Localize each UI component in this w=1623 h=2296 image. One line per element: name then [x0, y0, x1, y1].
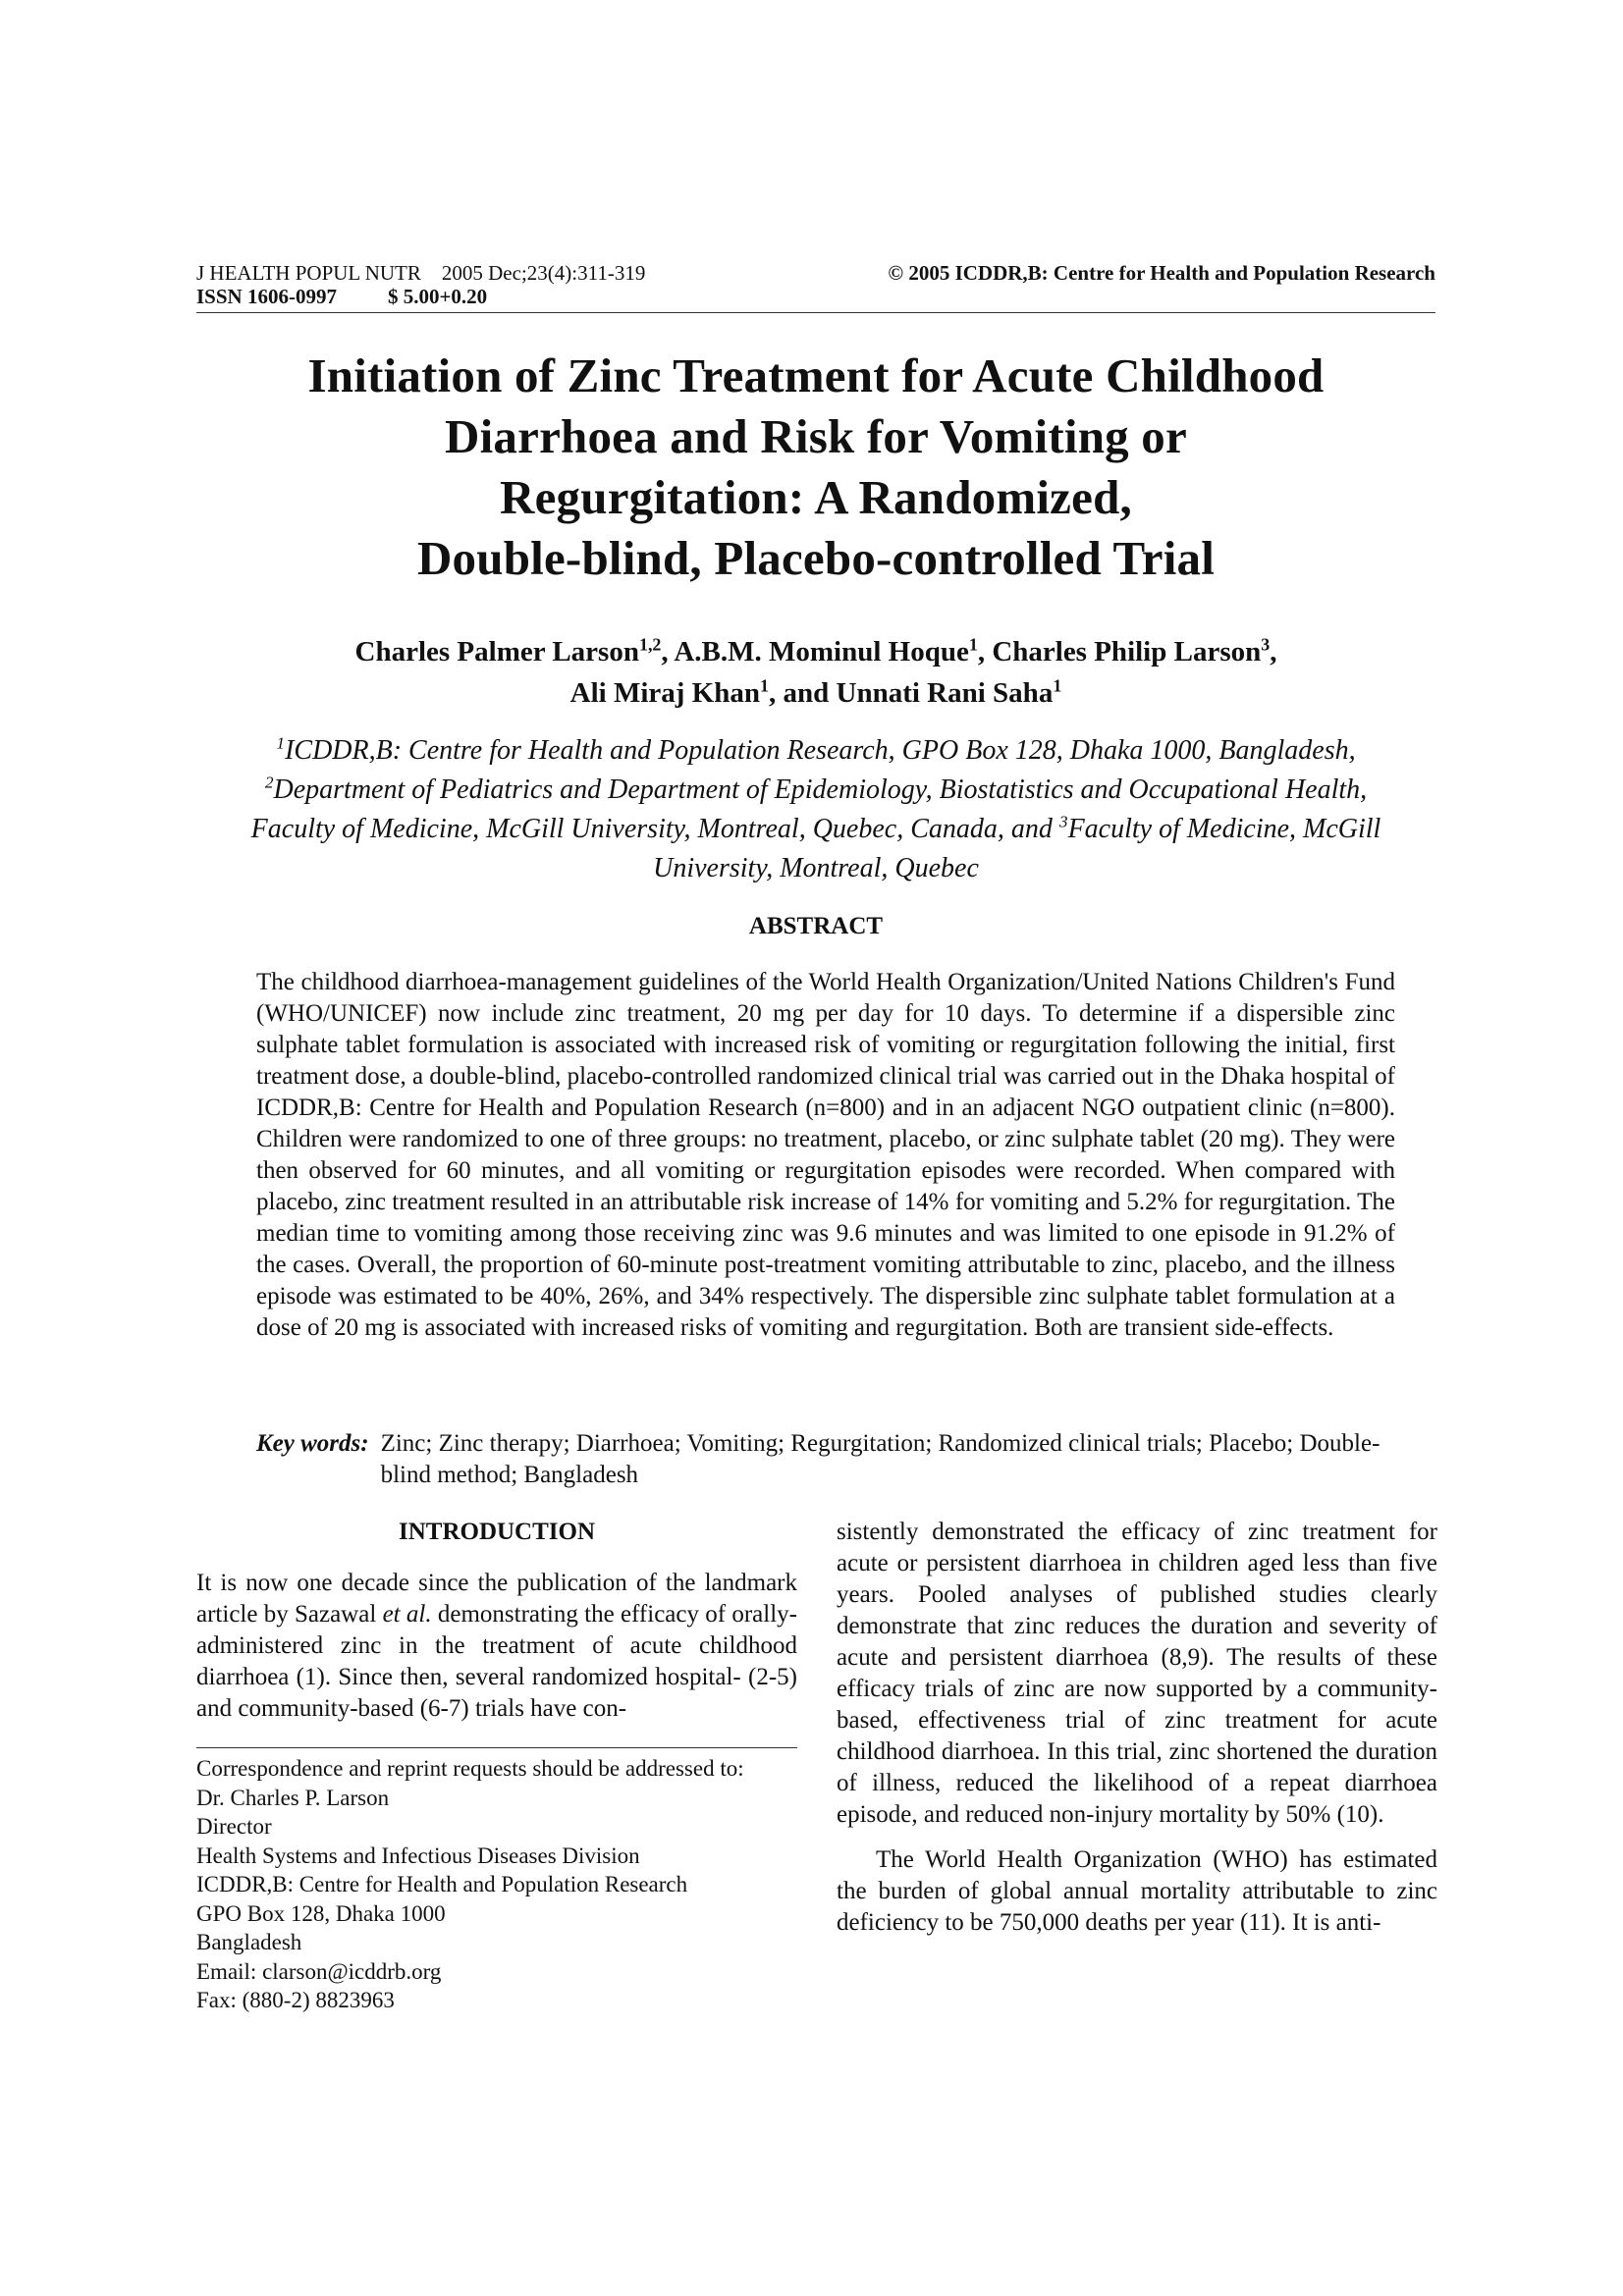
author-conjunction: , and — [769, 677, 837, 709]
price: $ 5.00+0.20 — [387, 285, 488, 308]
journal-header — [196, 261, 1435, 308]
paper-title — [196, 346, 1435, 589]
affiliations — [236, 731, 1396, 888]
author-name: Ali Miraj Khan — [569, 677, 761, 709]
paragraph-text: demonstrating the efficacy of orally-administered zinc in the treatment of acute childhood diarrhoea (1). Since then, several randomized hospital- (2-5) and community-based (6-7) trials have con- — [196, 1601, 797, 1722]
correspondence-line: Director — [196, 1814, 272, 1839]
introduction-paragraph: The World Health Organization (WHO) has estimated the burden of global annual mortality attributable to zinc deficiency to be 750,000 deaths per year (11). It is anti- — [837, 1846, 1437, 1936]
title-line: Double-blind, Placebo-controlled Trial — [416, 531, 1216, 585]
correspondence-line: ICDDR,B: Centre for Health and Population Research — [196, 1872, 688, 1896]
footnote-rule — [196, 1747, 797, 1748]
keywords-block — [256, 1428, 1395, 1491]
introduction-heading: INTRODUCTION — [398, 1519, 596, 1545]
author-affiliation-mark: 3 — [1261, 634, 1271, 655]
correspondence-email: Email: clarson@icddrb.org — [196, 1958, 442, 1984]
left-column — [196, 1517, 797, 1738]
author-affiliation-mark: 1 — [760, 675, 769, 696]
author-affiliation-mark: 1,2 — [638, 634, 662, 655]
introduction-paragraph: sistently demonstrated the efficacy of zinc treatment for acute or persistent diarrhoea in children aged less than five years. Pooled analyses of published studies clearly demonstrate that zinc reduces the duration and severity of acute and persistent diarrhoea (8,9). The results of these efficacy trials of zinc are now supported by a community-based, effectiveness trial of zinc treatment for acute childhood diarrhoea. In this trial, zinc shortened the duration of illness, reduced the likelihood of a repeat diarrhoea episode, and reduced non-injury mortality by 50% (10). — [837, 1519, 1437, 1828]
introduction-paragraph — [196, 1568, 797, 1725]
affiliation-text: Department of Pediatrics and Department of Epidemiology, Biostatistics and Occupational Health, Faculty of Medicine, McGill University, Montreal, Quebec, Canada, and — [250, 774, 1368, 844]
correspondence-line: GPO Box 128, Dhaka 1000 — [196, 1900, 446, 1926]
author-name: Charles Philip Larson — [992, 636, 1262, 667]
header-rule — [196, 312, 1435, 313]
affiliation-text: Faculty of Medicine, McGill University, Montreal, Quebec — [653, 814, 1381, 883]
title-line: Initiation of Zinc Treatment for Acute Childhood — [307, 348, 1325, 402]
title-line: Regurgitation: A Randomized, — [500, 470, 1132, 524]
author-list: Charles Palmer Larson$^{1,2}$, A.B.M. Mominul Hoque$^1$, Charles Philip Larson$^3$, Ali Miraj Khan$^1$, and Unnati Rani Saha$^1$ — [354, 634, 1277, 709]
abstract-text: The childhood diarrhoea-management guidelines of the World Health Organization/United Nations Children's Fund (WHO/UNICEF) now include zinc treatment, 20 mg per day for 10 days. To determine if a dispersible zinc sulphate tablet formulation is associated with increased risk of vomiting or regurgitation following the initial, first treatment dose, a double-blind, placebo-controlled randomized clinical trial was carried out in the Dhaka hospital of ICDDR,B: Centre for Health and Population Research (n=800) and in an adjacent NGO outpatient clinic (n=800). Children were randomized to one of three groups: no treatment, placebo, or zinc sulphate tablet (20 mg). They were then observed for 60 minutes, and all vomiting or regurgitation episodes were recorded. When compared with placebo, zinc treatment resulted in an attributable risk increase of 14% for vomiting and 5.2% for regurgitation. The median time to vomiting among those receiving zinc was 9.6 minutes and was limited to one episode in 91.2% of the cases. Overall, the proportion of 60-minute post-treatment vomiting attributable to zinc, placebo, and the illness episode was estimated to be 40%, 26%, and 34% respectively. The dispersible zinc sulphate tablet formulation at a dose of 20 mg is associated with increased risks of vomiting and regurgitation. Both are transient side-effects. — [256, 969, 1396, 1341]
copyright-notice: © 2005 ICDDR,B: Centre for Health and Population Research — [888, 261, 1435, 285]
correspondence-line: Bangladesh — [196, 1930, 302, 1954]
author-name: Charles Palmer Larson — [354, 636, 639, 667]
journal-issue: 2005 Dec;23(4):311-319 — [441, 261, 646, 285]
title-line: Diarrhoea and Risk for Vomiting or — [445, 409, 1187, 463]
correspondence-line: Correspondence and reprint requests should be addressed to: — [196, 1756, 744, 1781]
issn-line — [196, 285, 538, 308]
journal-citation — [196, 261, 645, 285]
correspondence-fax: Fax: (880-2) 8823963 — [196, 1988, 395, 2012]
author-affiliation-mark: 1 — [1053, 675, 1062, 696]
emphasis-text: et al. — [382, 1601, 432, 1628]
correspondence-footnote — [196, 1747, 797, 2015]
journal-name: J HEALTH POPUL NUTR — [196, 261, 421, 285]
abstract-heading: ABSTRACT — [748, 913, 884, 939]
affiliation-mark: 3 — [1058, 812, 1068, 831]
correspondence-line: Dr. Charles P. Larson — [196, 1785, 390, 1810]
author-name: A.B.M. Mominul Hoque — [674, 636, 969, 667]
author-affiliation-mark: 1 — [968, 634, 978, 655]
issn: ISSN 1606-0997 — [196, 285, 337, 308]
paragraph-text: It is now one decade since the publication of the landmark article by Sazawal — [196, 1570, 797, 1628]
correspondence-line: Health Systems and Infectious Diseases Division — [196, 1842, 640, 1868]
affiliation-mark: 1 — [276, 733, 286, 753]
affiliation-text: ICDDR,B: Centre for Health and Population Research, GPO Box 128, Dhaka 1000, Bangladesh, — [285, 735, 1356, 766]
keywords-label: Key words: — [256, 1430, 369, 1457]
right-column — [837, 1517, 1437, 1952]
keywords-text: Zinc; Zinc therapy; Diarrhoea; Vomiting; Regurgitation; Randomized clinical trials; Placebo; Double-blind method; Bangladesh — [380, 1430, 1380, 1488]
affiliation-mark: 2 — [264, 773, 274, 792]
author-name: Unnati Rani Saha — [836, 677, 1054, 709]
